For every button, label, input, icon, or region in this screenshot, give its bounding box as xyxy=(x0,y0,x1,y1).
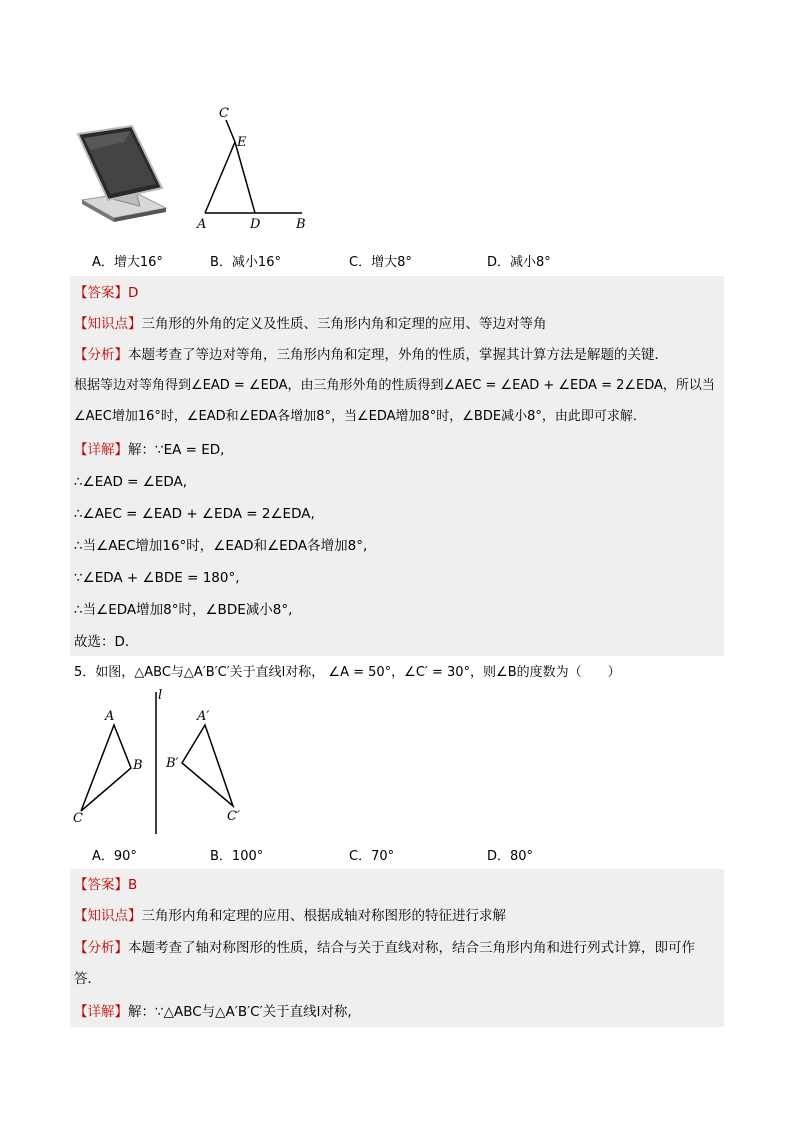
triangle-figure-q4 xyxy=(192,102,312,234)
triangle-abc xyxy=(81,725,131,811)
label-b: B xyxy=(296,217,306,232)
q4-detail-4: ∴当∠AEC增加16°时，∠EAD和∠EDA各增加8°, xyxy=(74,538,368,554)
q5-choice-d[interactable]: D．80° xyxy=(487,849,534,864)
q5-detail-1: 【详解】解：∵△ABC与△A′B′C′关于直线l对称, xyxy=(74,1004,352,1020)
q5-choice-b[interactable]: B．100° xyxy=(210,849,264,864)
label-b: B xyxy=(133,758,143,773)
label-l: l xyxy=(158,688,163,703)
q4-analysis-2: 根据等边对等角得到∠EAD = ∠EDA，由三角形外角的性质得到∠AEC = ∠EAD + ∠EDA = 2∠EDA，所以当 xyxy=(74,378,715,393)
q4-detail-2: ∴∠EAD = ∠EDA, xyxy=(74,474,188,490)
q4-choice-b[interactable]: B．减小16° xyxy=(210,255,281,270)
label-c: C xyxy=(73,811,83,826)
label-a: A xyxy=(105,709,115,724)
q4-knowledge: 【知识点】三角形的外角的定义及性质、三角形内角和定理的应用、等边对等角 xyxy=(74,316,547,332)
side-ed xyxy=(235,142,255,213)
tablet-stand-photo xyxy=(74,122,169,222)
q4-choice-a[interactable]: A．增大16° xyxy=(92,255,163,270)
q4-detail-5: ∵∠EDA + ∠BDE = 180°, xyxy=(74,570,240,586)
q5-choice-c[interactable]: C．70° xyxy=(349,849,395,864)
q4-choice-d[interactable]: D．减小8° xyxy=(487,255,551,270)
label-a: A xyxy=(197,217,207,232)
q4-choice-c[interactable]: C．增大8° xyxy=(349,255,412,270)
label-c: C xyxy=(219,106,229,121)
triangle-a2b2c2 xyxy=(182,725,233,806)
q5-stem: 5．如图，△ABC与△A′B′C′关于直线l对称， ∠A = 50°，∠C′ = 30°，则∠B的度数为（ ） xyxy=(74,665,621,680)
q5-choice-a[interactable]: A．90° xyxy=(92,849,137,864)
q5-analysis-1: 【分析】本题考查了轴对称图形的性质，结合与关于直线对称，结合三角形内角和进行列式计算，即可作 xyxy=(74,940,695,956)
q5-knowledge: 【知识点】三角形内角和定理的应用、根据成轴对称图形的特征进行求解 xyxy=(74,908,506,924)
ray-ec xyxy=(226,120,235,142)
label-b-prime: B′ xyxy=(166,756,179,771)
label-d: D xyxy=(250,217,261,232)
label-c-prime: C′ xyxy=(227,809,240,824)
q5-answer: 【答案】B xyxy=(74,877,138,893)
side-ae xyxy=(205,142,235,213)
q4-detail-6: ∴当∠EDA增加8°时，∠BDE减小8°, xyxy=(74,602,293,618)
q4-analysis-3: ∠AEC增加16°时，∠EAD和∠EDA各增加8°，当∠EDA增加8°时，∠BDE减小8°，由此即可求解． xyxy=(74,409,646,424)
q4-answer: 【答案】D xyxy=(74,285,139,301)
q4-detail-1: 【详解】解：∵EA = ED, xyxy=(74,442,225,458)
q5-analysis-2: 答． xyxy=(74,971,101,987)
q4-analysis-1: 【分析】本题考查了等边对等角，三角形内角和定理，外角的性质，掌握其计算方法是解题的关键． xyxy=(74,347,668,363)
q4-detail-7: 故选：D． xyxy=(74,634,139,650)
q4-detail-3: ∴∠AEC = ∠EAD + ∠EDA = 2∠EDA, xyxy=(74,506,315,522)
label-e: E xyxy=(237,135,247,150)
label-a-prime: A′ xyxy=(197,709,210,724)
